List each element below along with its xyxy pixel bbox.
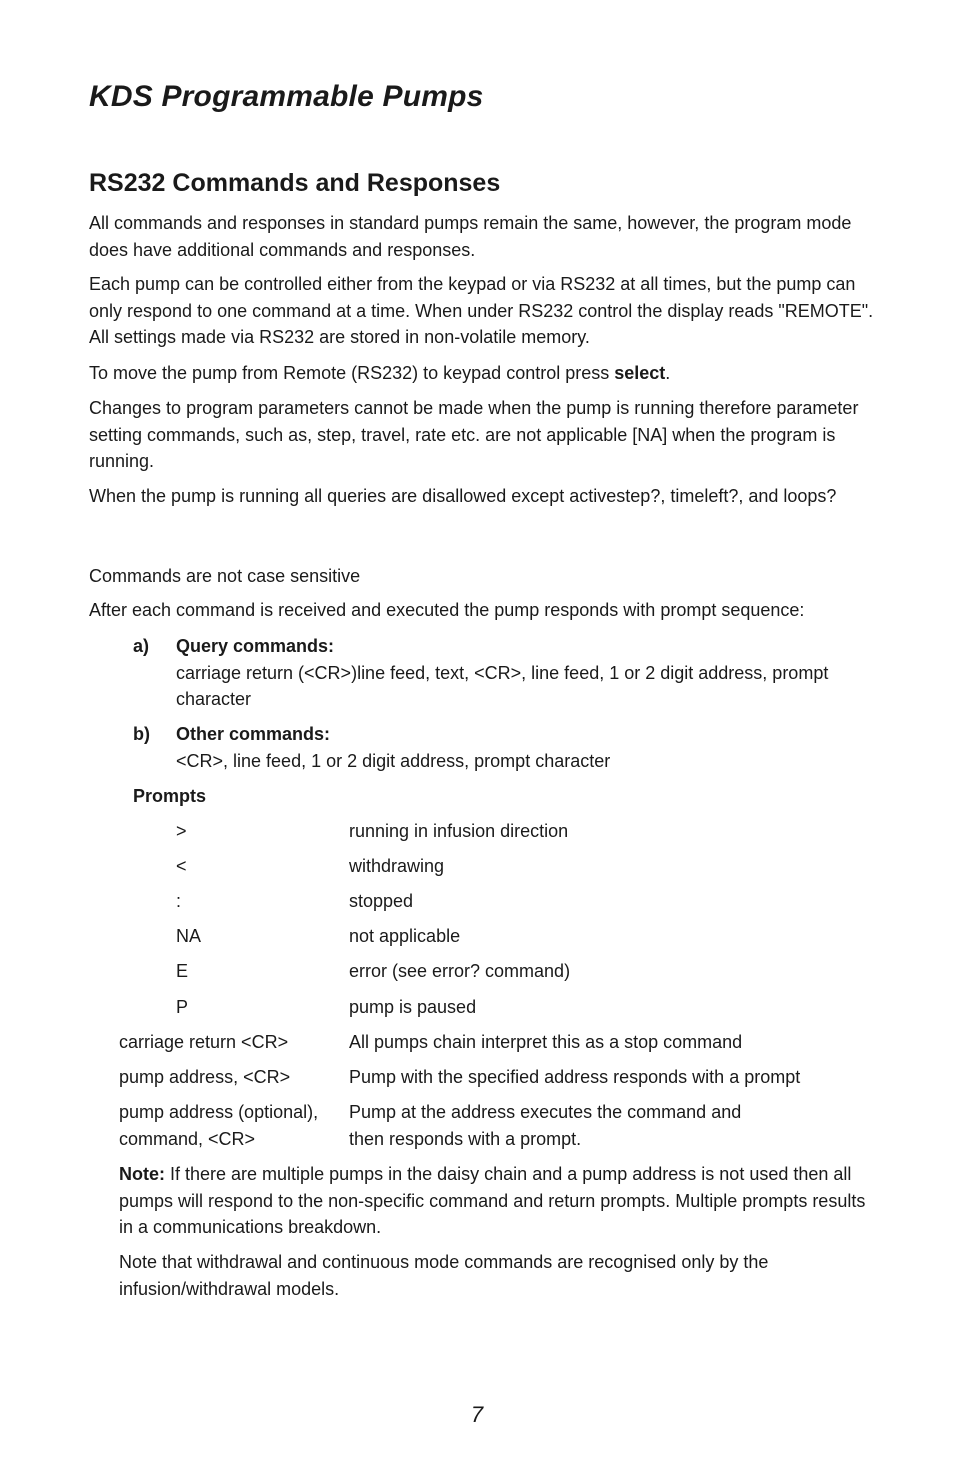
prompt-symbol: NA <box>176 926 202 946</box>
document-title: KDS Programmable Pumps <box>89 80 484 113</box>
query-commands-item <box>176 633 866 713</box>
chain-command-term: carriage return <CR> <box>119 1032 289 1052</box>
other-commands-heading: Other commands: <box>176 724 331 744</box>
prompt-meaning: not applicable <box>349 926 461 946</box>
prompt-symbol: P <box>176 997 189 1017</box>
daisy-chain-note <box>119 1161 879 1241</box>
note-text: If there are multiple pumps in the daisy chain and a pump address is not used then all pumps will respond to the non-specific command and return prompts. Multiple prompts results in a communications breakdown. <box>119 1164 866 1237</box>
paragraph-program-changes: Changes to program parameters cannot be made when the pump is running therefore parameter setting commands, such as, step, travel, rate etc. are not applicable [NA] when the program is running. <box>89 398 859 471</box>
prompt-symbol: : <box>176 891 182 911</box>
prompt-meaning: error (see error? command) <box>349 961 571 981</box>
page-number: 7 <box>470 1402 484 1427</box>
prompt-symbol: E <box>176 961 189 981</box>
prompt-meaning: stopped <box>349 891 414 911</box>
chain-command-meaning: Pump with the specified address responds with a prompt <box>349 1067 801 1087</box>
prompt-meaning: pump is paused <box>349 997 477 1017</box>
paragraph-case: Commands are not case sensitive <box>89 566 361 586</box>
paragraph-control: Each pump can be controlled either from the keypad or via RS232 at all times, but the pump can only respond to one command at a time. When under RS232 control the display reads "REMOTE". All settings made via RS232 are stored in non-volatile memory. <box>89 274 874 347</box>
paragraph-prompt-sequence: After each command is received and executed the pump responds with prompt sequence: <box>89 600 805 620</box>
list-label-b: b) <box>133 724 150 744</box>
select-keyword: select <box>614 363 666 383</box>
list-label-a: a) <box>133 636 150 656</box>
other-commands-body: <CR>, line feed, 1 or 2 digit address, prompt character <box>176 750 611 771</box>
chain-command-meaning: All pumps chain interpret this as a stop command <box>349 1032 743 1052</box>
section-heading: RS232 Commands and Responses <box>89 169 501 197</box>
paragraph-intro: All commands and responses in standard pumps remain the same, however, the program mode does have additional commands and responses. <box>89 213 852 260</box>
query-commands-body: carriage return (<CR>)line feed, text, <CR>, line feed, 1 or 2 digit address, prompt character <box>176 662 829 709</box>
chain-command-term: pump address (optional), command, <CR> <box>119 1102 319 1149</box>
keypad-period: . <box>665 363 671 383</box>
prompt-meaning: running in infusion direction <box>349 821 569 841</box>
prompt-symbol: < <box>176 856 187 876</box>
chain-command-term: pump address, <CR> <box>119 1067 291 1087</box>
prompts-heading: Prompts <box>133 786 207 806</box>
paragraph-queries: When the pump is running all queries are disallowed except activestep?, timeleft?, and loops? <box>89 486 837 506</box>
note-label: Note: <box>119 1164 165 1184</box>
other-commands-item <box>176 721 866 774</box>
paragraph-keypad <box>89 360 879 387</box>
chain-command-meaning: Pump at the address executes the command and then responds with a prompt. <box>349 1102 742 1149</box>
keypad-text: To move the pump from Remote (RS232) to keypad control press <box>89 363 615 383</box>
prompt-symbol: > <box>176 821 187 841</box>
closing-note: Note that withdrawal and continuous mode commands are recognised only by the infusion/withdrawal models. <box>119 1252 769 1299</box>
query-commands-heading: Query commands: <box>176 636 335 656</box>
prompt-meaning: withdrawing <box>349 856 445 876</box>
